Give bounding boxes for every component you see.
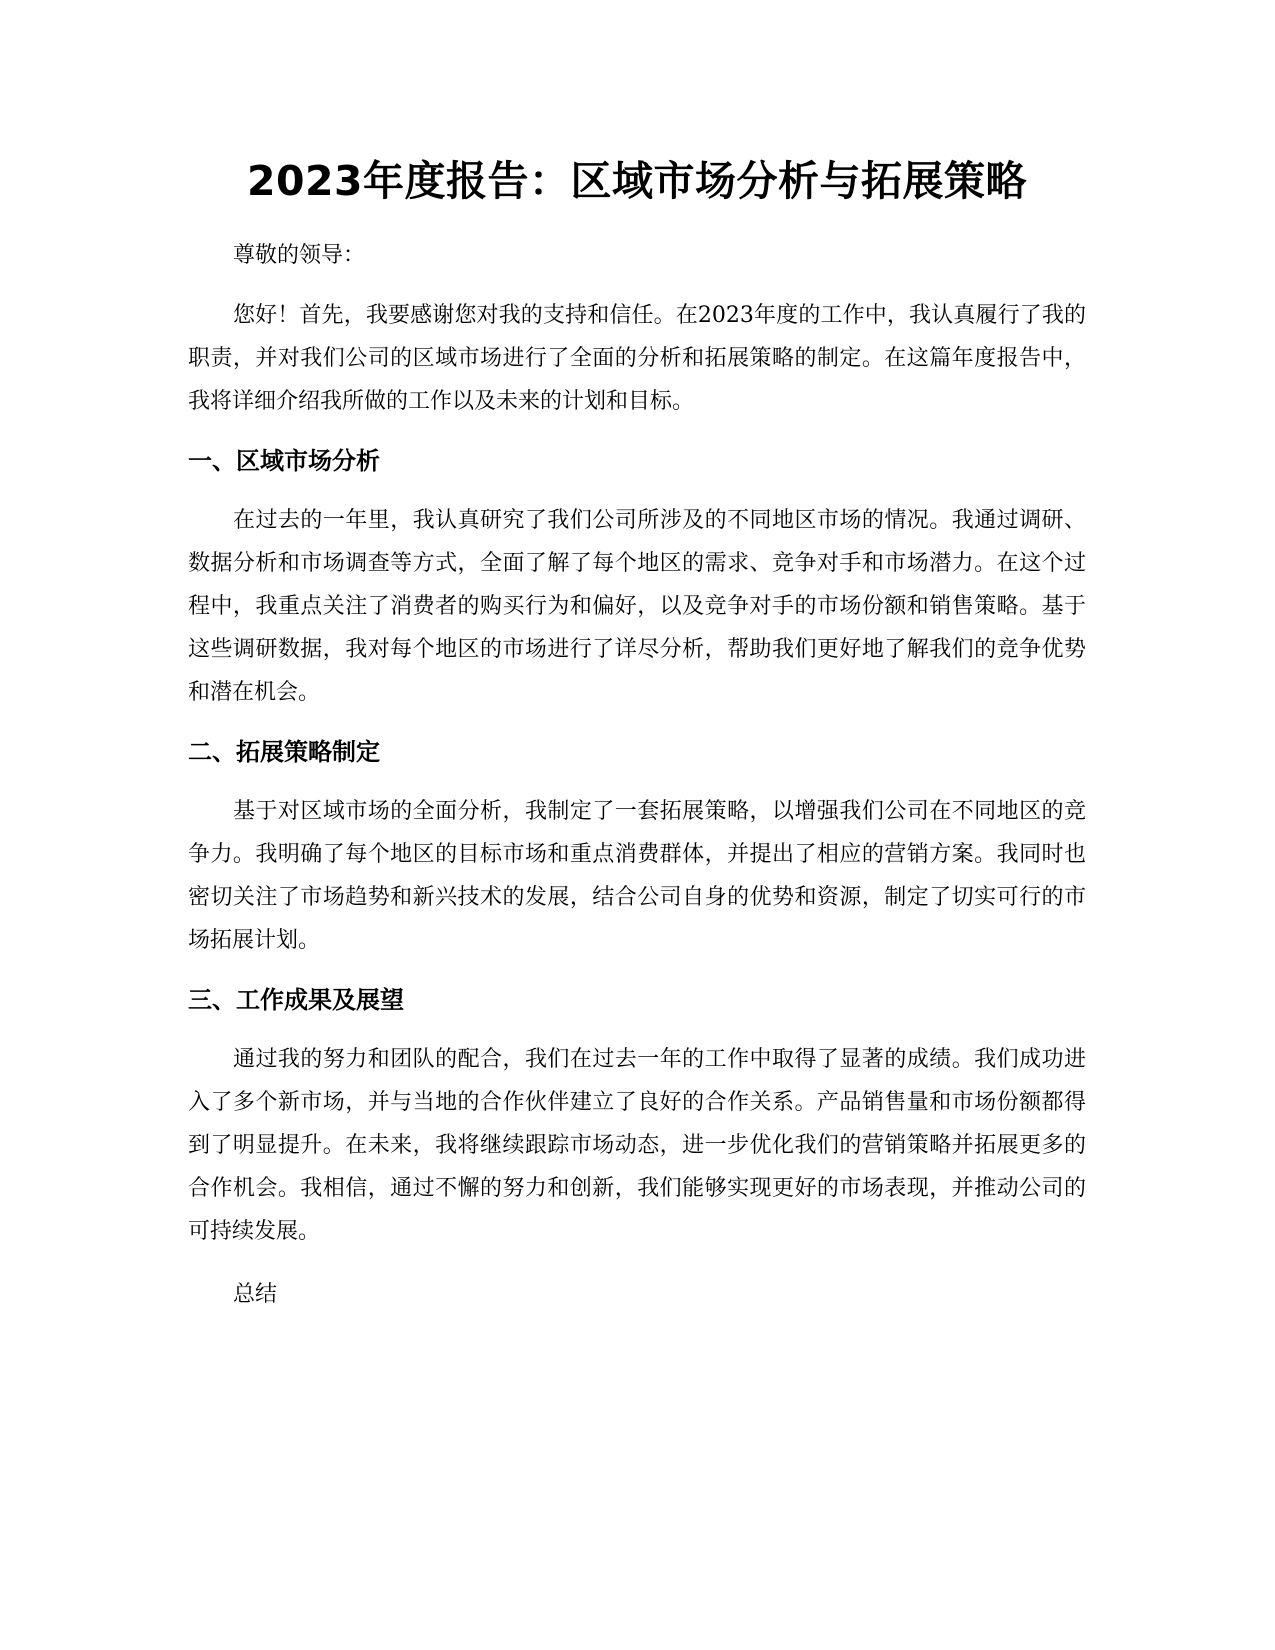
section-expansion-strategy bbox=[188, 732, 1086, 962]
intro-paragraph: 您好！首先，我要感谢您对我的支持和信任。在2023年度的工作中，我认真履行了我的职责，并对我们公司的区域市场进行了全面的分析和拓展策略的制定。在这篇年度报告中，我将详细介绍我所做的工作以及未来的计划和目标。 bbox=[188, 303, 1086, 414]
section-paragraph: 在过去的一年里，我认真研究了我们公司所涉及的不同地区市场的情况。我通过调研、数据分析和市场调查等方式，全面了解了每个地区的需求、竞争对手和市场潜力。在这个过程中，我重点关注了消费者的购买行为和偏好，以及竞争对手的市场份额和销售策略。基于这些调研数据，我对每个地区的市场进行了详尽分析，帮助我们更好地了解我们的竞争优势和潜在机会。 bbox=[188, 508, 1086, 705]
section-heading: 一、区域市场分析 bbox=[188, 447, 380, 475]
section-market-analysis bbox=[188, 441, 1086, 714]
section-results-outlook bbox=[188, 980, 1086, 1253]
document-title: 2023年度报告：区域市场分析与拓展策略 bbox=[246, 157, 1028, 205]
greeting: 尊敬的领导： bbox=[233, 243, 366, 268]
document-body bbox=[188, 150, 1086, 1317]
section-heading: 三、工作成果及展望 bbox=[188, 986, 404, 1014]
closing-text: 总结 bbox=[233, 1282, 278, 1307]
section-heading: 二、拓展策略制定 bbox=[188, 738, 380, 766]
section-paragraph: 基于对区域市场的全面分析，我制定了一套拓展策略，以增强我们公司在不同地区的竞争力。我明确了每个地区的目标市场和重点消费群体，并提出了相应的营销方案。我同时也密切关注了市场趋势和新兴技术的发展，结合公司自身的优势和资源，制定了切实可行的市场拓展计划。 bbox=[188, 799, 1086, 953]
section-paragraph: 通过我的努力和团队的配合，我们在过去一年的工作中取得了显著的成绩。我们成功进入了多个新市场，并与当地的合作伙伴建立了良好的合作关系。产品销售量和市场份额都得到了明显提升。在未来，我将继续跟踪市场动态，进一步优化我们的营销策略并拓展更多的合作机会。我相信，通过不懈的努力和创新，我们能够实现更好的市场表现，并推动公司的可持续发展。 bbox=[188, 1047, 1086, 1244]
